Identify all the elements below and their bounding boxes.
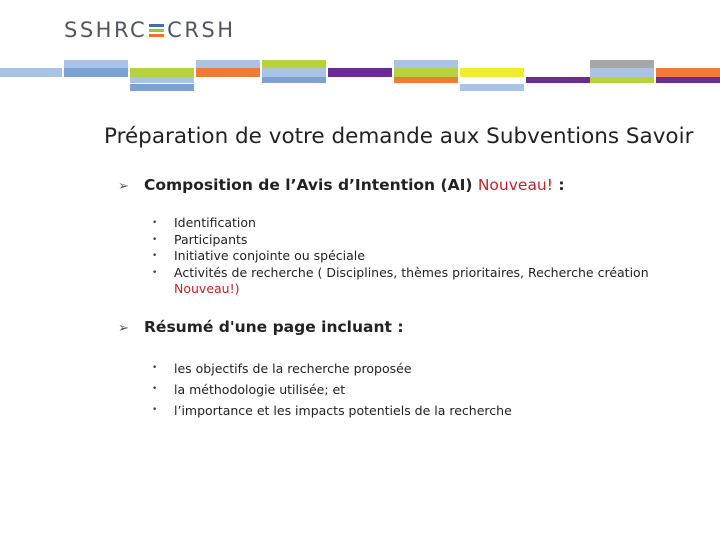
band-block	[590, 68, 654, 77]
list-item: • Initiative conjointe ou spéciale	[152, 248, 365, 263]
logo-stripes-icon	[149, 24, 164, 37]
band-block	[328, 68, 392, 77]
band-block	[656, 77, 720, 83]
band-block	[130, 68, 194, 77]
decorative-color-band	[0, 0, 720, 100]
bullet-dot-icon: •	[152, 251, 158, 261]
bullet-dot-icon: •	[152, 218, 158, 228]
bullet-dot-icon: •	[152, 405, 158, 415]
list-item: • Activités de recherche ( Disciplines, thèmes prioritaires, Recherche création Nouveau!)	[152, 264, 649, 296]
band-block	[394, 68, 458, 77]
band-block	[656, 68, 720, 77]
page-title: Préparation de votre demande aux Subventions Savoir	[104, 124, 694, 149]
band-block	[590, 77, 654, 83]
band-block	[262, 68, 326, 77]
summary-items-list	[152, 358, 512, 421]
band-block	[262, 77, 326, 83]
section-ai-composition	[118, 176, 649, 296]
band-block	[0, 68, 62, 77]
band-block	[460, 68, 524, 77]
band-block	[526, 77, 590, 83]
band-block	[130, 84, 194, 91]
band-block	[130, 77, 194, 83]
arrow-bullet-icon: ➢	[118, 179, 129, 194]
bullet-dot-icon: •	[152, 384, 158, 394]
bullet-dot-icon: •	[152, 234, 158, 245]
section-summary	[118, 318, 512, 418]
list-item: • la méthodologie utilisée; et	[152, 379, 512, 400]
logo-text-sshrc: SSHRC	[64, 18, 148, 42]
section-heading	[118, 176, 565, 194]
band-block	[64, 68, 128, 77]
list-item: • Participants	[152, 231, 248, 247]
sshrc-crsh-logo	[64, 18, 236, 42]
list-item: • l’importance et les impacts potentiels de la recherche	[152, 400, 512, 421]
band-block	[460, 84, 524, 91]
bullet-dot-icon: •	[152, 267, 158, 278]
bullet-dot-icon: •	[152, 363, 158, 373]
arrow-bullet-icon: ➢	[118, 321, 129, 336]
section-heading-text: Résumé d'une page incluant :	[144, 318, 404, 336]
section-heading-text: Composition de l’Avis d’Intention (AI) Nouveau! :	[144, 176, 565, 194]
list-item: • les objectifs de la recherche proposée	[152, 358, 512, 379]
new-badge: Nouveau!)	[174, 281, 240, 296]
band-block	[196, 68, 260, 77]
section-heading	[118, 318, 404, 336]
band-block	[394, 77, 458, 83]
logo-text-crsh: CRSH	[167, 18, 236, 42]
new-badge: Nouveau!	[477, 176, 553, 194]
ai-items-list	[152, 215, 649, 298]
list-item: • Identification	[152, 215, 256, 230]
